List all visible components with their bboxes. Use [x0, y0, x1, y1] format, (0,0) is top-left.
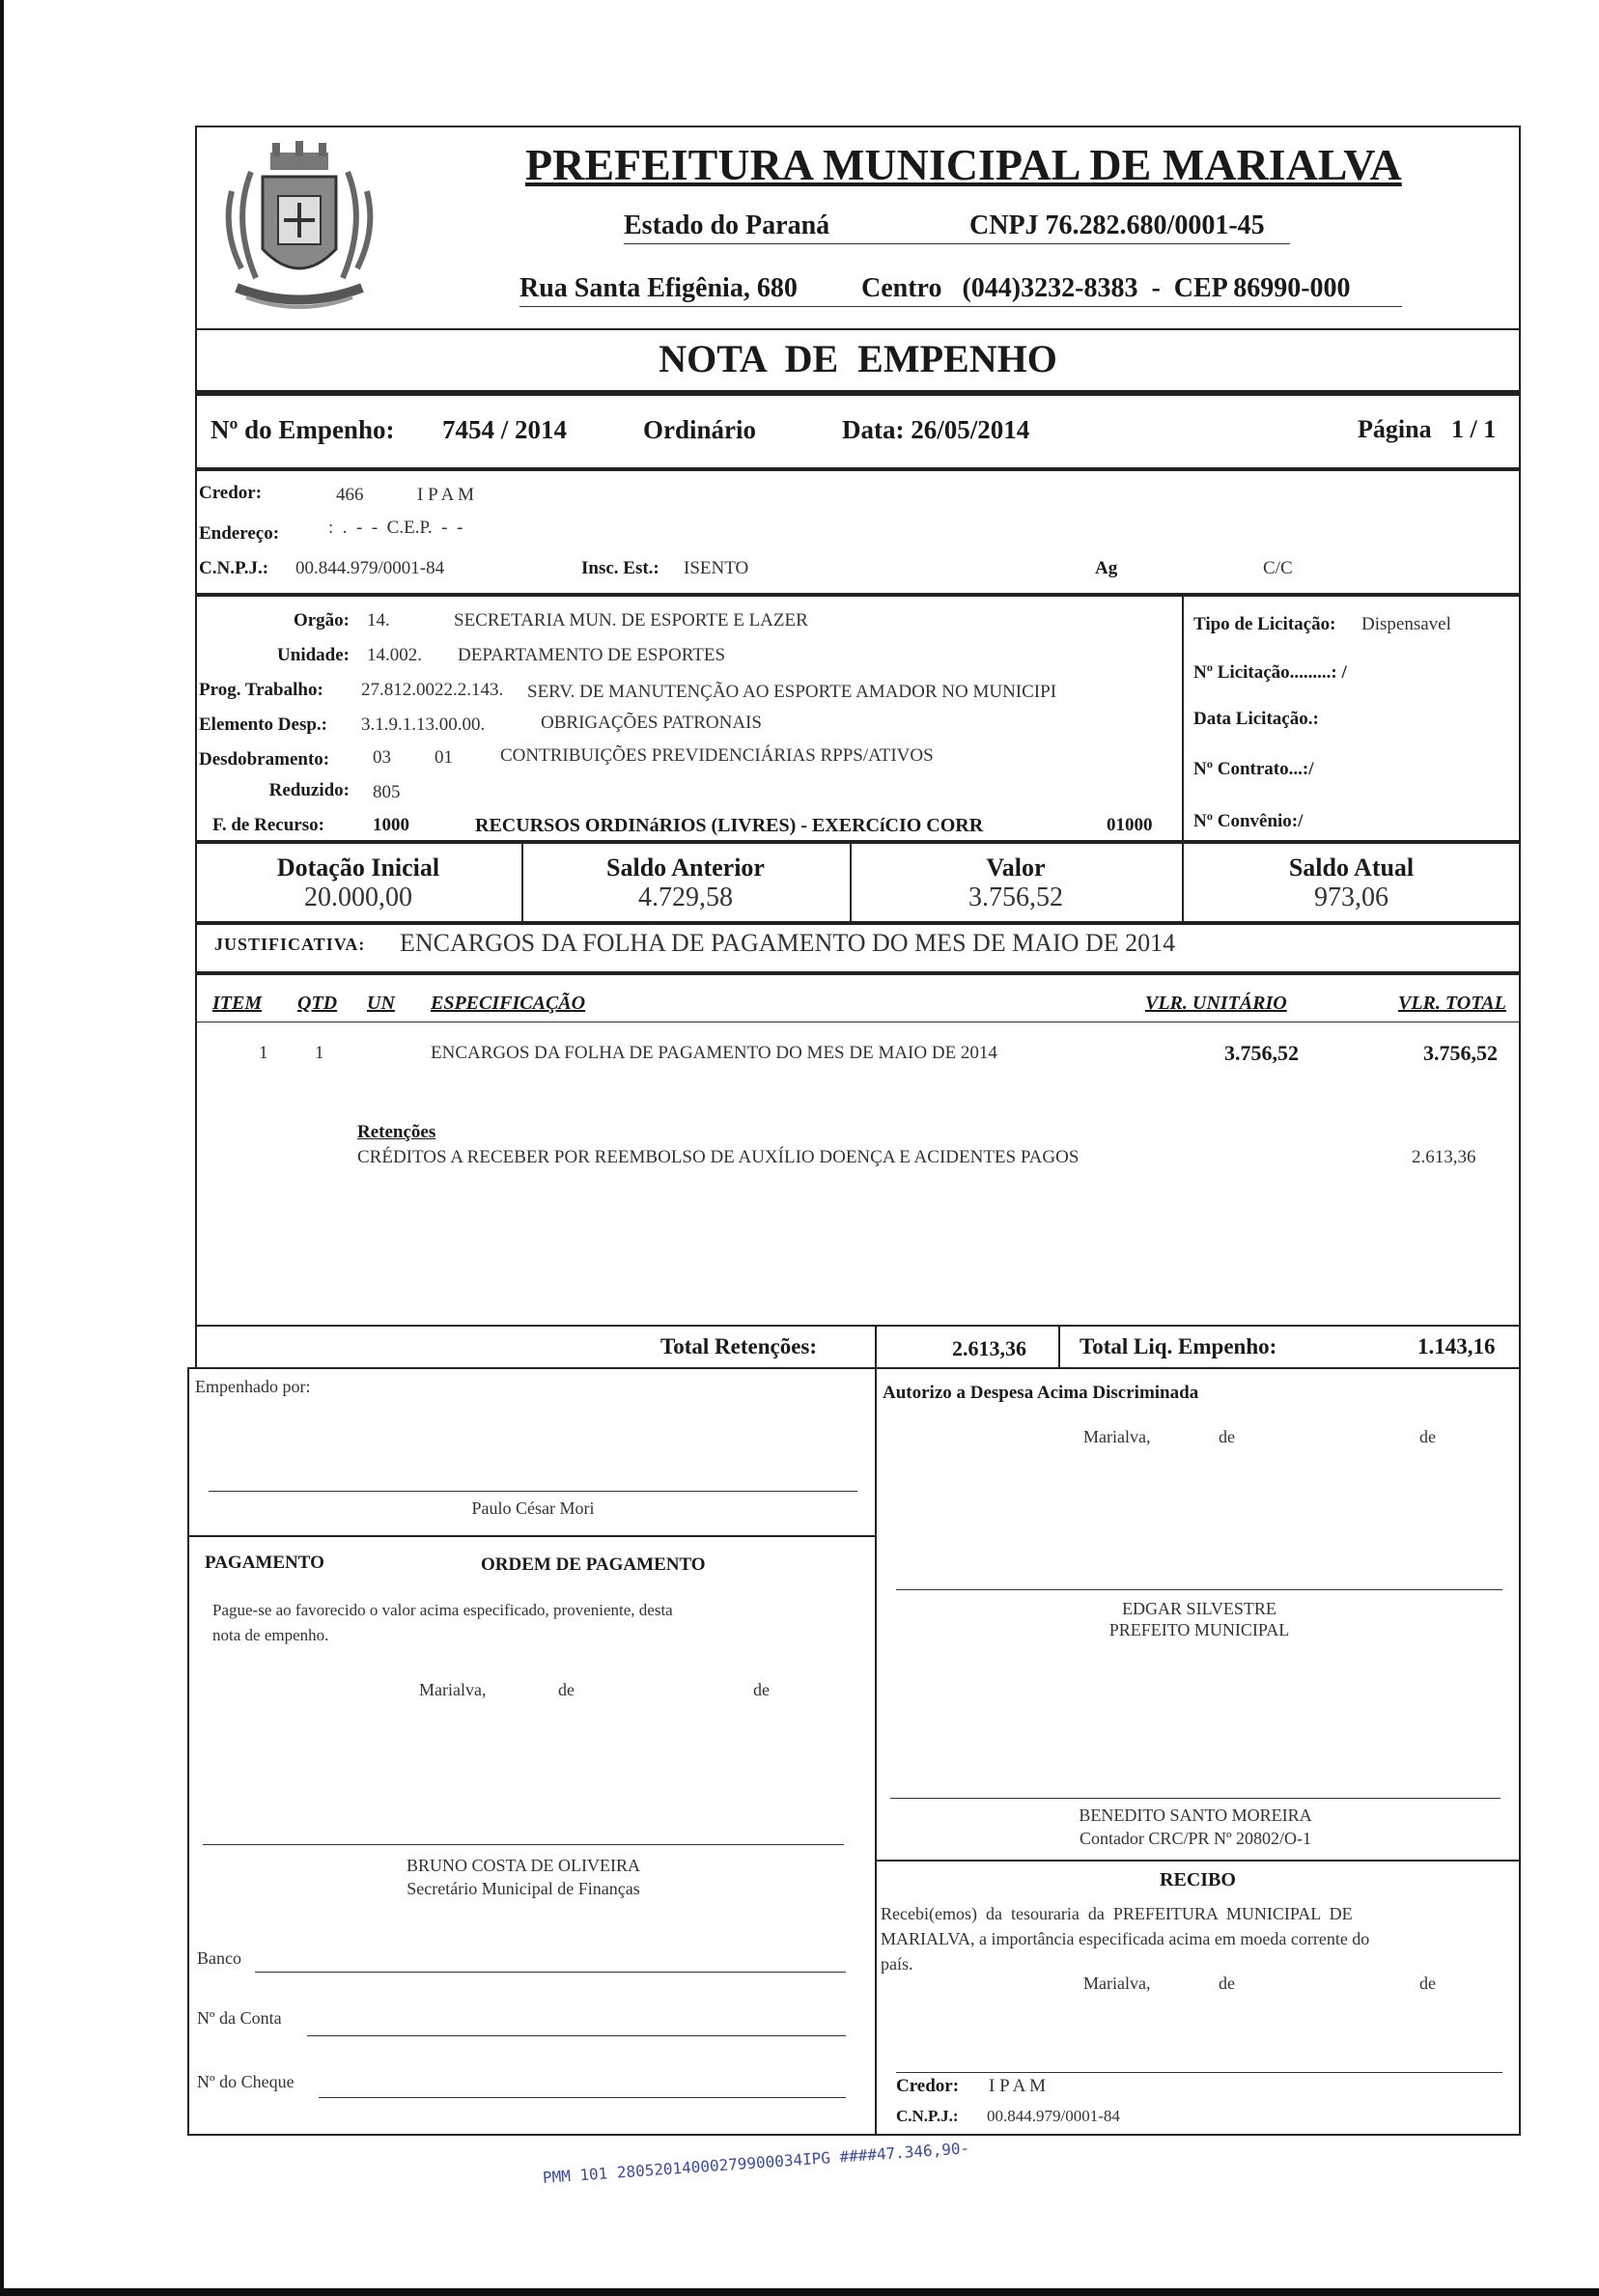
footer-print-code: PMM 101 28052014000279900034IPG ####47.346,90-	[542, 2139, 970, 2187]
mayor-name: EDGAR SILVESTRE	[1122, 1599, 1276, 1618]
contract-number: Nº Contrato...:/	[1193, 759, 1314, 779]
scan-edge	[0, 0, 4, 2296]
empenho-date: Data: 26/05/2014	[842, 415, 1030, 444]
item-qty: 1	[315, 1043, 324, 1063]
empenho-number: 7454 / 2014	[442, 415, 568, 444]
previous-balance-label: Saldo Anterior	[606, 854, 765, 882]
payment-de-2: de	[753, 1680, 770, 1699]
payment-label: PAGAMENTO	[205, 1553, 324, 1573]
unidade-code: 14.002.	[367, 645, 422, 665]
payment-place: Marialva,	[419, 1680, 487, 1699]
item-unit-price: 3.756,52	[1224, 1041, 1299, 1065]
cnpj-header: CNPJ 76.282.680/0001-45	[969, 210, 1265, 240]
amount-label: Valor	[986, 854, 1046, 882]
col-header-un: UN	[367, 993, 395, 1014]
scan-bottom-edge	[0, 2288, 1599, 2296]
receipt-de-2: de	[1419, 1974, 1436, 1993]
address-label: Endereço:	[199, 523, 280, 544]
bank-label: Banco	[197, 1948, 241, 1968]
breakdown-b: 01	[435, 747, 453, 768]
item-spec: ENCARGOS DA FOLHA DE PAGAMENTO DO MES DE MAIO DE 2014	[431, 1043, 997, 1063]
program-name: SERV. DE MANUTENÇÃO AO ESPORTE AMADOR NO MUNICIPI	[527, 682, 1057, 702]
breakdown-a: 03	[373, 747, 391, 768]
previous-balance-value: 4.729,58	[638, 882, 733, 912]
element-code: 3.1.9.1.13.00.00.	[361, 714, 486, 735]
check-number-label: Nº do Cheque	[197, 2072, 295, 2091]
accountant-name: BENEDITO SANTO MOREIRA	[1079, 1806, 1312, 1825]
element-label: Elemento Desp.:	[199, 714, 327, 735]
resource-label: F. de Recurso:	[212, 815, 324, 835]
col-header-qtd: QTD	[297, 993, 338, 1014]
item-number: 1	[259, 1043, 268, 1063]
breakdown-label: Desdobramento:	[199, 749, 330, 770]
resource-name: RECURSOS ORDINáRIOS (LIVRES) - EXERCíCIO CORR	[475, 815, 984, 836]
receipt-cnpj-value: 00.844.979/0001-84	[987, 2107, 1120, 2125]
credor-code: 466	[336, 485, 364, 505]
receipt-title: RECIBO	[1160, 1869, 1236, 1890]
credor-name: I P A M	[417, 485, 474, 505]
net-total-value: 1.143,16	[1417, 1334, 1496, 1358]
amount-value: 3.756,52	[968, 882, 1063, 912]
page-label: Página	[1358, 415, 1432, 443]
cnpj-label: C.N.P.J.:	[199, 558, 269, 578]
receipt-creditor-label: Credor:	[896, 2076, 960, 2096]
finance-secretary-name: BRUNO COSTA DE OLIVEIRA	[406, 1856, 641, 1875]
account-number-field[interactable]	[307, 2035, 846, 2036]
current-balance-label: Saldo Atual	[1288, 854, 1415, 882]
resource-code-2: 01000	[1107, 815, 1153, 835]
receipt-text-3: país.	[881, 1954, 913, 1974]
district-phone-cep: Centro (044)3232-8383 - CEP 86990-000	[861, 273, 1351, 303]
withholding-description: CRÉDITOS A RECEBER POR REEMBOLSO DE AUXÍLIO DOENÇA E ACIDENTES PAGOS	[357, 1147, 1080, 1167]
credor-label: Credor:	[199, 483, 263, 503]
col-header-spec: ESPECIFICAÇÃO	[431, 993, 586, 1014]
authorization-place: Marialva,	[1083, 1427, 1151, 1446]
justification-text: ENCARGOS DA FOLHA DE PAGAMENTO DO MES DE MAIO DE 2014	[400, 929, 1176, 957]
receipt-place: Marialva,	[1083, 1974, 1151, 1993]
totals-box	[195, 1325, 1521, 1369]
state-registration-value: ISENTO	[684, 558, 749, 578]
unidade-label: Unidade:	[277, 645, 350, 665]
state-name: Estado do Paraná	[624, 210, 830, 240]
bid-type-label: Tipo de Licitação:	[1193, 614, 1336, 634]
orgao-name: SECRETARIA MUN. DE ESPORTE E LAZER	[454, 610, 808, 630]
total-withholdings-label: Total Retenções:	[660, 1334, 818, 1358]
receipt-creditor-value: I P A M	[989, 2076, 1046, 2096]
agency-label: Ag	[1095, 558, 1118, 578]
bank-field[interactable]	[255, 1972, 846, 1973]
state-registration-label: Insc. Est.:	[581, 558, 659, 578]
program-label: Prog. Trabalho:	[199, 680, 323, 700]
reduced-value: 805	[373, 782, 401, 802]
total-withholdings-value: 2.613,36	[952, 1336, 1026, 1360]
authorization-de-2: de	[1419, 1427, 1436, 1446]
col-header-unit-price: VLR. UNITÁRIO	[1145, 993, 1287, 1014]
col-header-item: ITEM	[212, 993, 263, 1014]
withholding-amount: 2.613,36	[1412, 1147, 1476, 1167]
net-total-label: Total Liq. Empenho:	[1080, 1334, 1277, 1358]
authorization-de-1: de	[1219, 1427, 1235, 1446]
document-title: NOTA DE EMPENHO	[659, 337, 1057, 380]
account-label: C/C	[1263, 558, 1293, 578]
agreement-number: Nº Convênio:/	[1193, 811, 1304, 831]
check-number-field[interactable]	[319, 2097, 846, 2098]
col-header-total: VLR. TOTAL	[1398, 993, 1506, 1014]
breakdown-name: CONTRIBUIÇÕES PREVIDENCIÁRIAS RPPS/ATIVOS	[500, 745, 934, 766]
initial-allocation-label: Dotação Inicial	[276, 854, 440, 882]
payment-text-2: nota de empenho.	[212, 1626, 329, 1644]
address-value: : . - - C.E.P. - -	[328, 518, 463, 538]
receipt-cnpj-label: C.N.P.J.:	[896, 2107, 959, 2125]
street-address: Rua Santa Efigênia, 680	[519, 273, 798, 303]
justification-label: JUSTIFICATIVA:	[214, 935, 366, 954]
receipt-text-2: MARIALVA, a importância especificada acima em moeda corrente do	[881, 1929, 1370, 1948]
orgao-label: Orgão:	[293, 610, 350, 630]
coat-of-arms-logo	[203, 133, 396, 326]
empenho-number-label: Nº do Empenho:	[210, 415, 395, 444]
reduced-label: Reduzido:	[268, 780, 350, 800]
cnpj-value: 00.844.979/0001-84	[295, 558, 445, 578]
page-number: 1 / 1	[1451, 415, 1497, 443]
signatures-box	[187, 1367, 1521, 2136]
receipt-text-1: Recebi(emos) da tesouraria da PREFEITURA MUNICIPAL DE	[881, 1904, 1353, 1923]
payment-order-title: ORDEM DE PAGAMENTO	[481, 1554, 706, 1575]
payment-text-1: Pague-se ao favorecido o valor acima especificado, proveniente, desta	[212, 1601, 673, 1619]
current-balance-value: 973,06	[1314, 882, 1389, 912]
item-total: 3.756,52	[1423, 1041, 1498, 1065]
account-number-label: Nº da Conta	[197, 2008, 282, 2028]
authorization-label: Autorizo a Despesa Acima Discriminada	[883, 1383, 1199, 1403]
resource-code: 1000	[373, 815, 409, 835]
municipality-title: PREFEITURA MUNICIPAL DE MARIALVA	[525, 140, 1402, 189]
empenho-type: Ordinário	[643, 415, 757, 444]
initial-allocation-value: 20.000,00	[304, 882, 412, 912]
bid-number: Nº Licitação.........: /	[1193, 662, 1347, 683]
accountant-title: Contador CRC/PR Nº 20802/O-1	[1079, 1829, 1312, 1848]
mayor-title: PREFEITO MUNICIPAL	[1108, 1620, 1290, 1639]
unidade-name: DEPARTAMENTO DE ESPORTES	[458, 645, 726, 665]
program-code: 27.812.0022.2.143.	[361, 680, 504, 700]
receipt-de-1: de	[1219, 1974, 1235, 1993]
issued-by-name: Paulo César Mori	[471, 1498, 595, 1518]
bid-type-value: Dispensavel	[1361, 614, 1451, 634]
withholdings-label: Retenções	[357, 1122, 436, 1142]
element-name: OBRIGAÇÕES PATRONAIS	[541, 713, 762, 733]
finance-secretary-title: Secretário Municipal de Finanças	[407, 1879, 640, 1898]
issued-by-label: Empenhado por:	[195, 1377, 311, 1396]
bid-date: Data Licitação.:	[1193, 709, 1319, 729]
payment-de-1: de	[558, 1680, 575, 1699]
orgao-code: 14.	[367, 610, 390, 630]
